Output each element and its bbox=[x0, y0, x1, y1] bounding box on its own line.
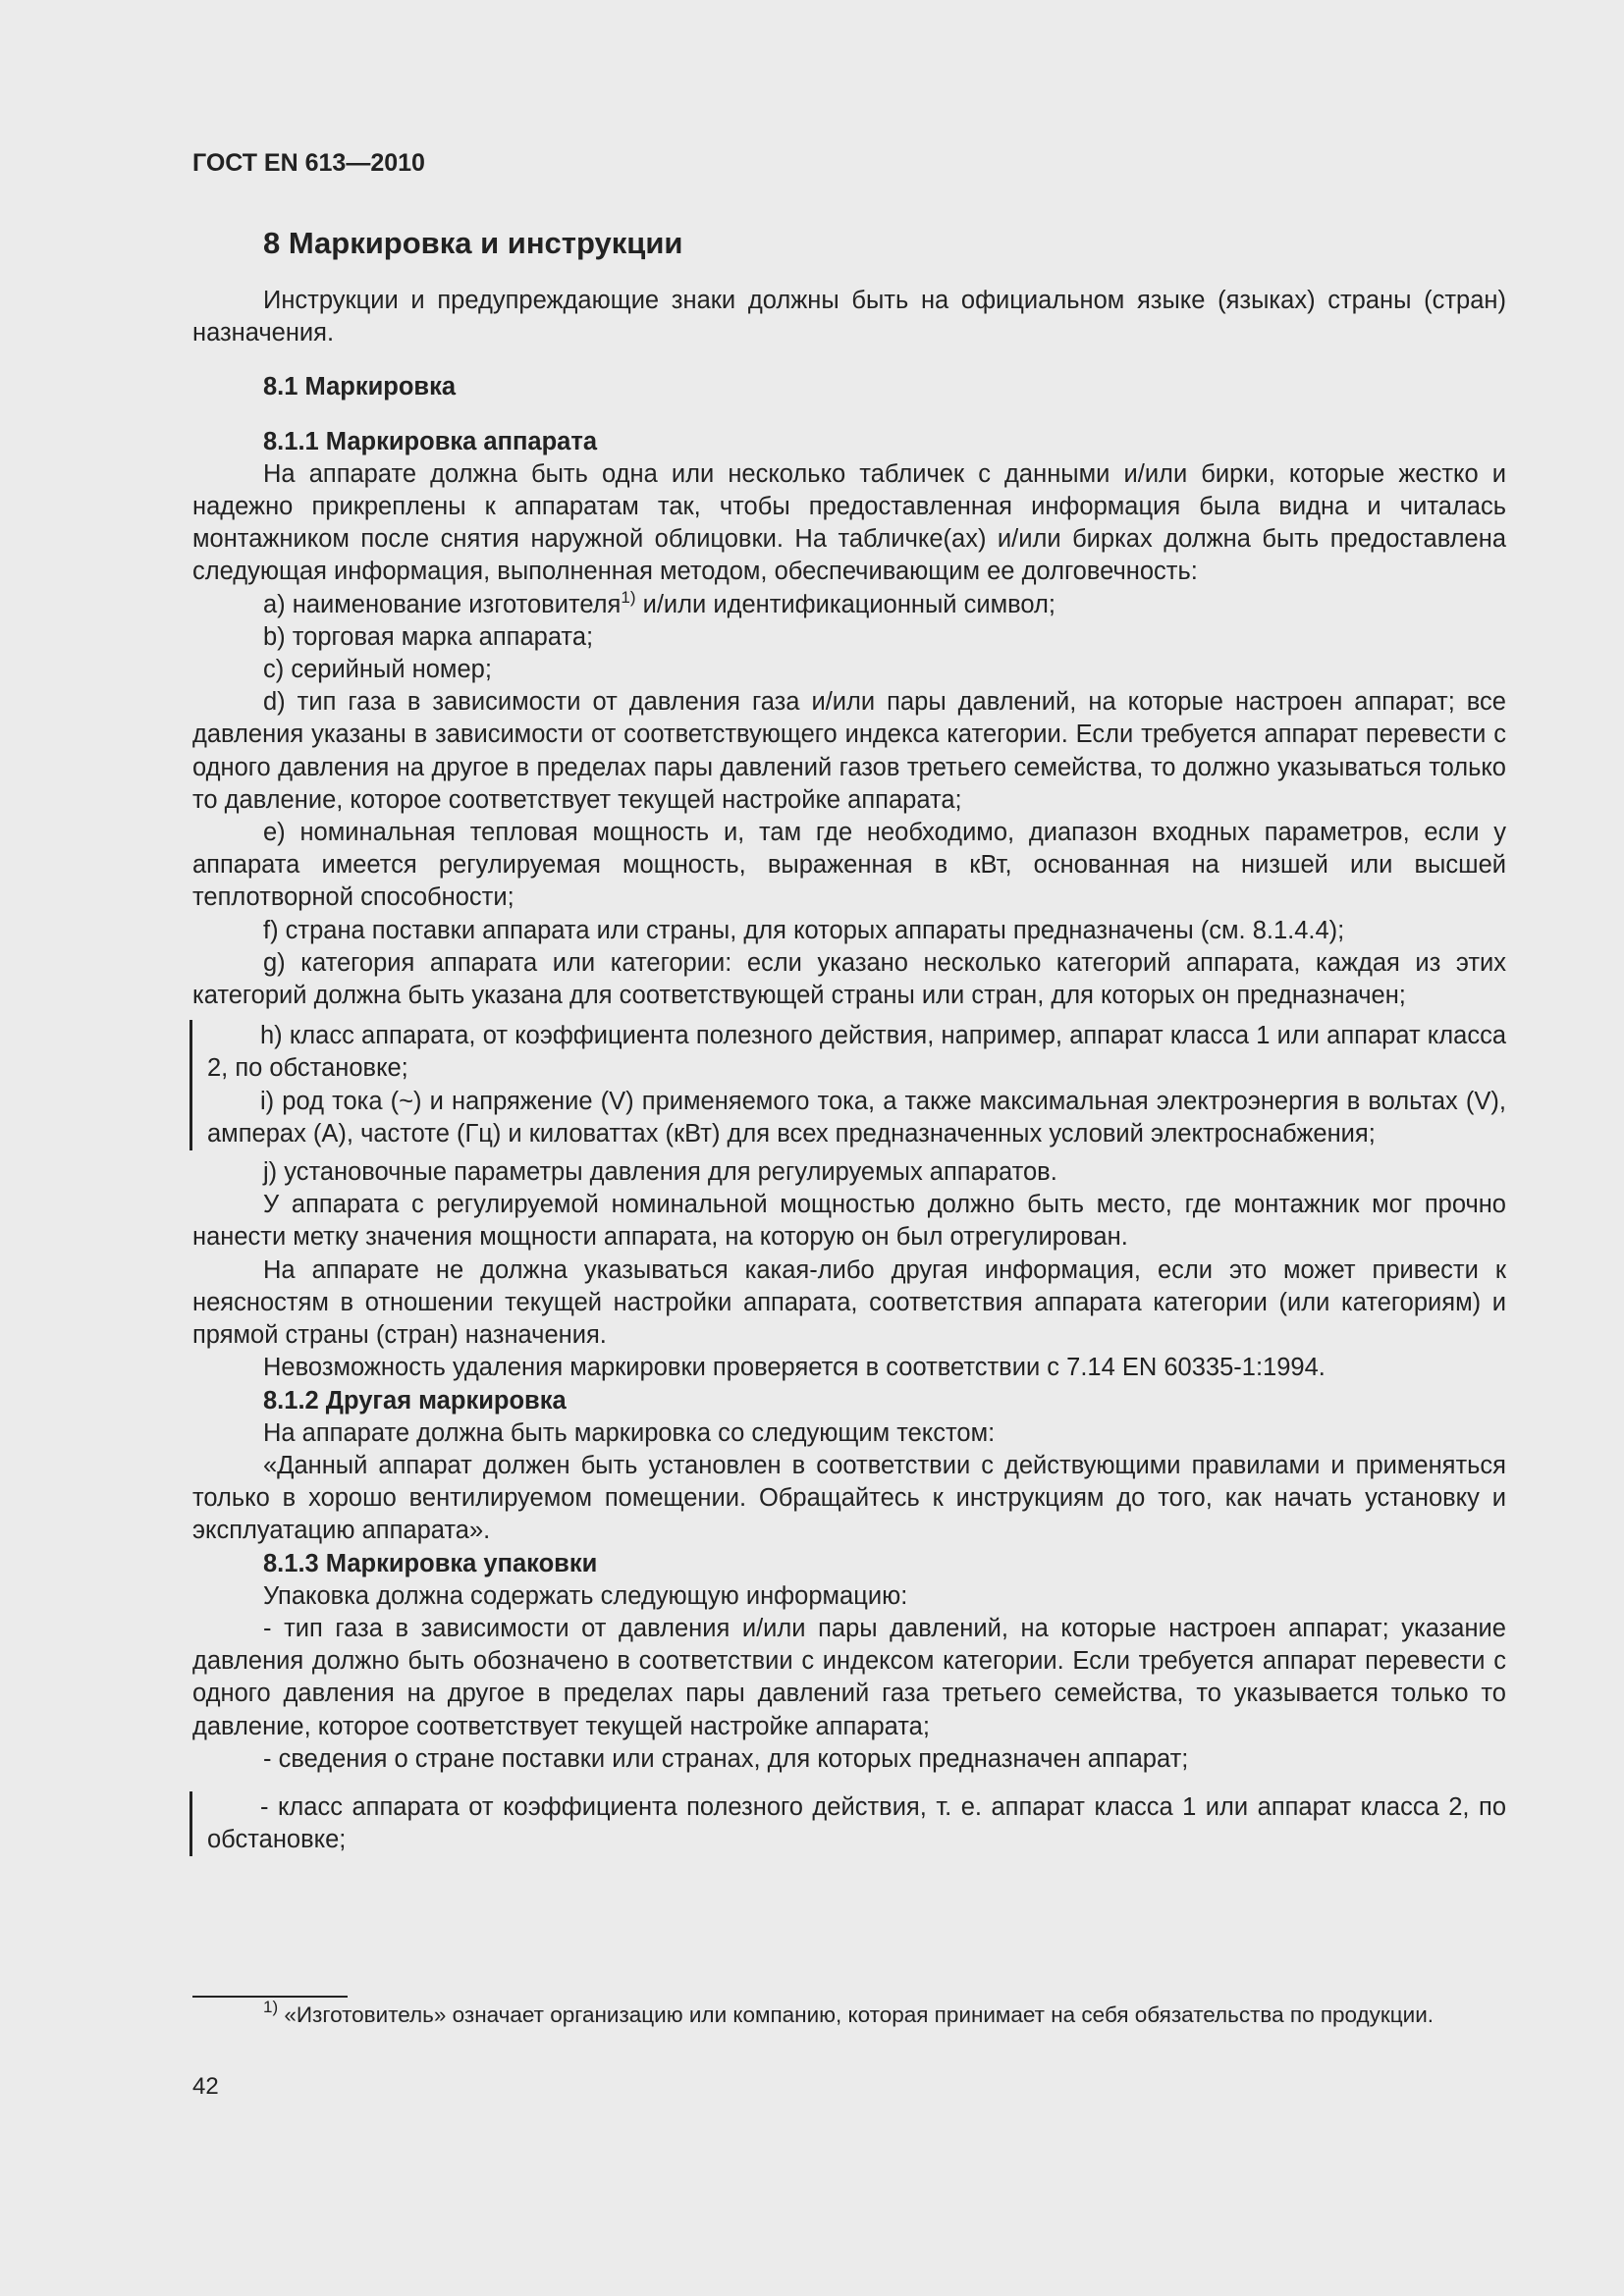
page-number: 42 bbox=[192, 2073, 219, 2100]
list-item-d: d) тип газа в зависимости от давления газа и/или пары давлений, на которые настроен аппарат; все давления указаны в зависимости от соответствующего индекса категории. Если требуется аппарат перевести с одного давления на другое в пределах пары давлений газов третьего семейства, то должно указываться только то давление, которое соответствует текущей настройке аппарата; bbox=[192, 688, 1506, 814]
list-item-h: h) класс аппарата, от коэффициента полезного действия, например, аппарат класса 1 или аппарат класса 2, по обстановке; bbox=[207, 1022, 1506, 1083]
paragraph-other-marking: На аппарате должна быть маркировка со следующим текстом: bbox=[263, 1418, 996, 1447]
paragraph-durability-check: Невозможность удаления маркировки проверяется в соответствии с 7.14 EN 60335-1:1994. bbox=[263, 1354, 1326, 1382]
subsection-title-8-1: 8.1 Маркировка bbox=[263, 373, 457, 401]
dash-item-gas-type: - тип газа в зависимости от давления и/или пары давлений, на которые настроен аппарат; указание давления должно быть обозначено в соответствии с индексом категории. Если требуется аппарат перевести с одного давления на другое в пределах пары давлений газа третьего семейства, то указывается только то давление, которое соответствует текущей настройке аппарата; bbox=[192, 1614, 1506, 1740]
section-title: 8 Маркировка и инструкции bbox=[263, 226, 683, 260]
list-item-i: i) род тока (~) и напряжение (V) применяемого тока, а также максимальная электроэнергия в вольтах (V), амперах (A), частоте (Гц) и киловаттах (кВт) для всех предназначенных условий электроснабжения; bbox=[207, 1087, 1506, 1148]
intro-paragraph: Инструкции и предупреждающие знаки должны быть на официальном языке (языках) страны (стран) назначения. bbox=[192, 287, 1506, 347]
footnote-text: «Изготовитель» означает организацию или компанию, которая принимает на себя обязательства по продукции. bbox=[278, 2002, 1435, 2027]
page-content bbox=[192, 222, 1506, 1862]
paragraph-no-other-info: На аппарате не должна указываться какая-либо другая информация, если это может привести к неясностям в отношении текущей настройки аппарата, соответствия аппарата категории (или категориям) и прямой страны (стран) назначения. bbox=[192, 1255, 1506, 1350]
dash-item-class: - класс аппарата от коэффициента полезного действия, т. е. аппарат класса 1 или аппарат класса 2, по обстановке; bbox=[207, 1792, 1506, 1854]
subsection-title-8-1-1: 8.1.1 Маркировка аппарата bbox=[263, 427, 598, 455]
document-header: ГОСТ EN 613—2010 bbox=[192, 149, 425, 177]
list-item-j: j) установочные параметры давления для регулируемых аппаратов. bbox=[263, 1158, 1057, 1187]
change-bar-block bbox=[189, 1020, 1506, 1150]
paragraph-adjustable-power: У аппарата с регулируемой номинальной мощностью должно быть место, где монтажник мог прочно нанести метку значения мощности аппарата, на которую он был отрегулирован. bbox=[192, 1191, 1506, 1252]
list-item-f: f) страна поставки аппарата или страны, для которых аппараты предназначены (см. 8.1.4.4); bbox=[263, 916, 1345, 944]
footnote-mark: 1) bbox=[263, 1997, 279, 2016]
list-item-g: g) категория аппарата или категории: если указано несколько категорий аппарата, каждая из этих категорий должна быть указана для соответствующей страны или стран, для которых он предназначен; bbox=[192, 948, 1506, 1010]
paragraph-warning-quote: «Данный аппарат должен быть установлен в соответствии с действующими правилами и применяться только в хорошо вентилируемом помещении. Обращайтесь к инструкциям до того, как начать установку и эксплуатацию аппарата». bbox=[192, 1451, 1506, 1545]
list-item-e: e) номинальная тепловая мощность и, там где необходимо, диапазон входных параметров, если у аппарата имеется регулируемая мощность, выраженная в кВт, основанная на низшей или высшей теплотворной способности; bbox=[192, 819, 1506, 912]
subsection-title-8-1-2: 8.1.2 Другая маркировка bbox=[263, 1386, 567, 1415]
list-item-a-text: a) наименование изготовителя bbox=[263, 590, 622, 618]
list-item-a bbox=[192, 589, 1506, 621]
change-bar-block-2 bbox=[189, 1791, 1506, 1856]
footnote-ref: 1) bbox=[621, 587, 636, 607]
dash-item-country: - сведения о стране поставки или странах, для которых предназначен аппарат; bbox=[263, 1744, 1189, 1773]
subsection-title-8-1-3: 8.1.3 Маркировка упаковки bbox=[263, 1549, 598, 1577]
paragraph-8-1-1-intro: На аппарате должна быть одна или несколько табличек с данными и/или бирки, которые жестко и надежно прикреплены к аппаратам так, чтобы предоставленная информация была видна и читалась монтажником после снятия наружной облицовки. На табличке(ах) и/или бирках должна быть предоставлена следующая информация, выполненная методом, обеспечивающим ее долговечность: bbox=[192, 459, 1506, 586]
list-item-a-rest: и/или идентификационный символ; bbox=[635, 590, 1056, 618]
list-item-b: b) торговая марка аппарата; bbox=[263, 622, 594, 651]
paragraph-packaging: Упаковка должна содержать следующую информацию: bbox=[263, 1581, 908, 1610]
footnote bbox=[192, 1997, 1506, 2030]
list-item-c: c) серийный номер; bbox=[263, 656, 492, 684]
